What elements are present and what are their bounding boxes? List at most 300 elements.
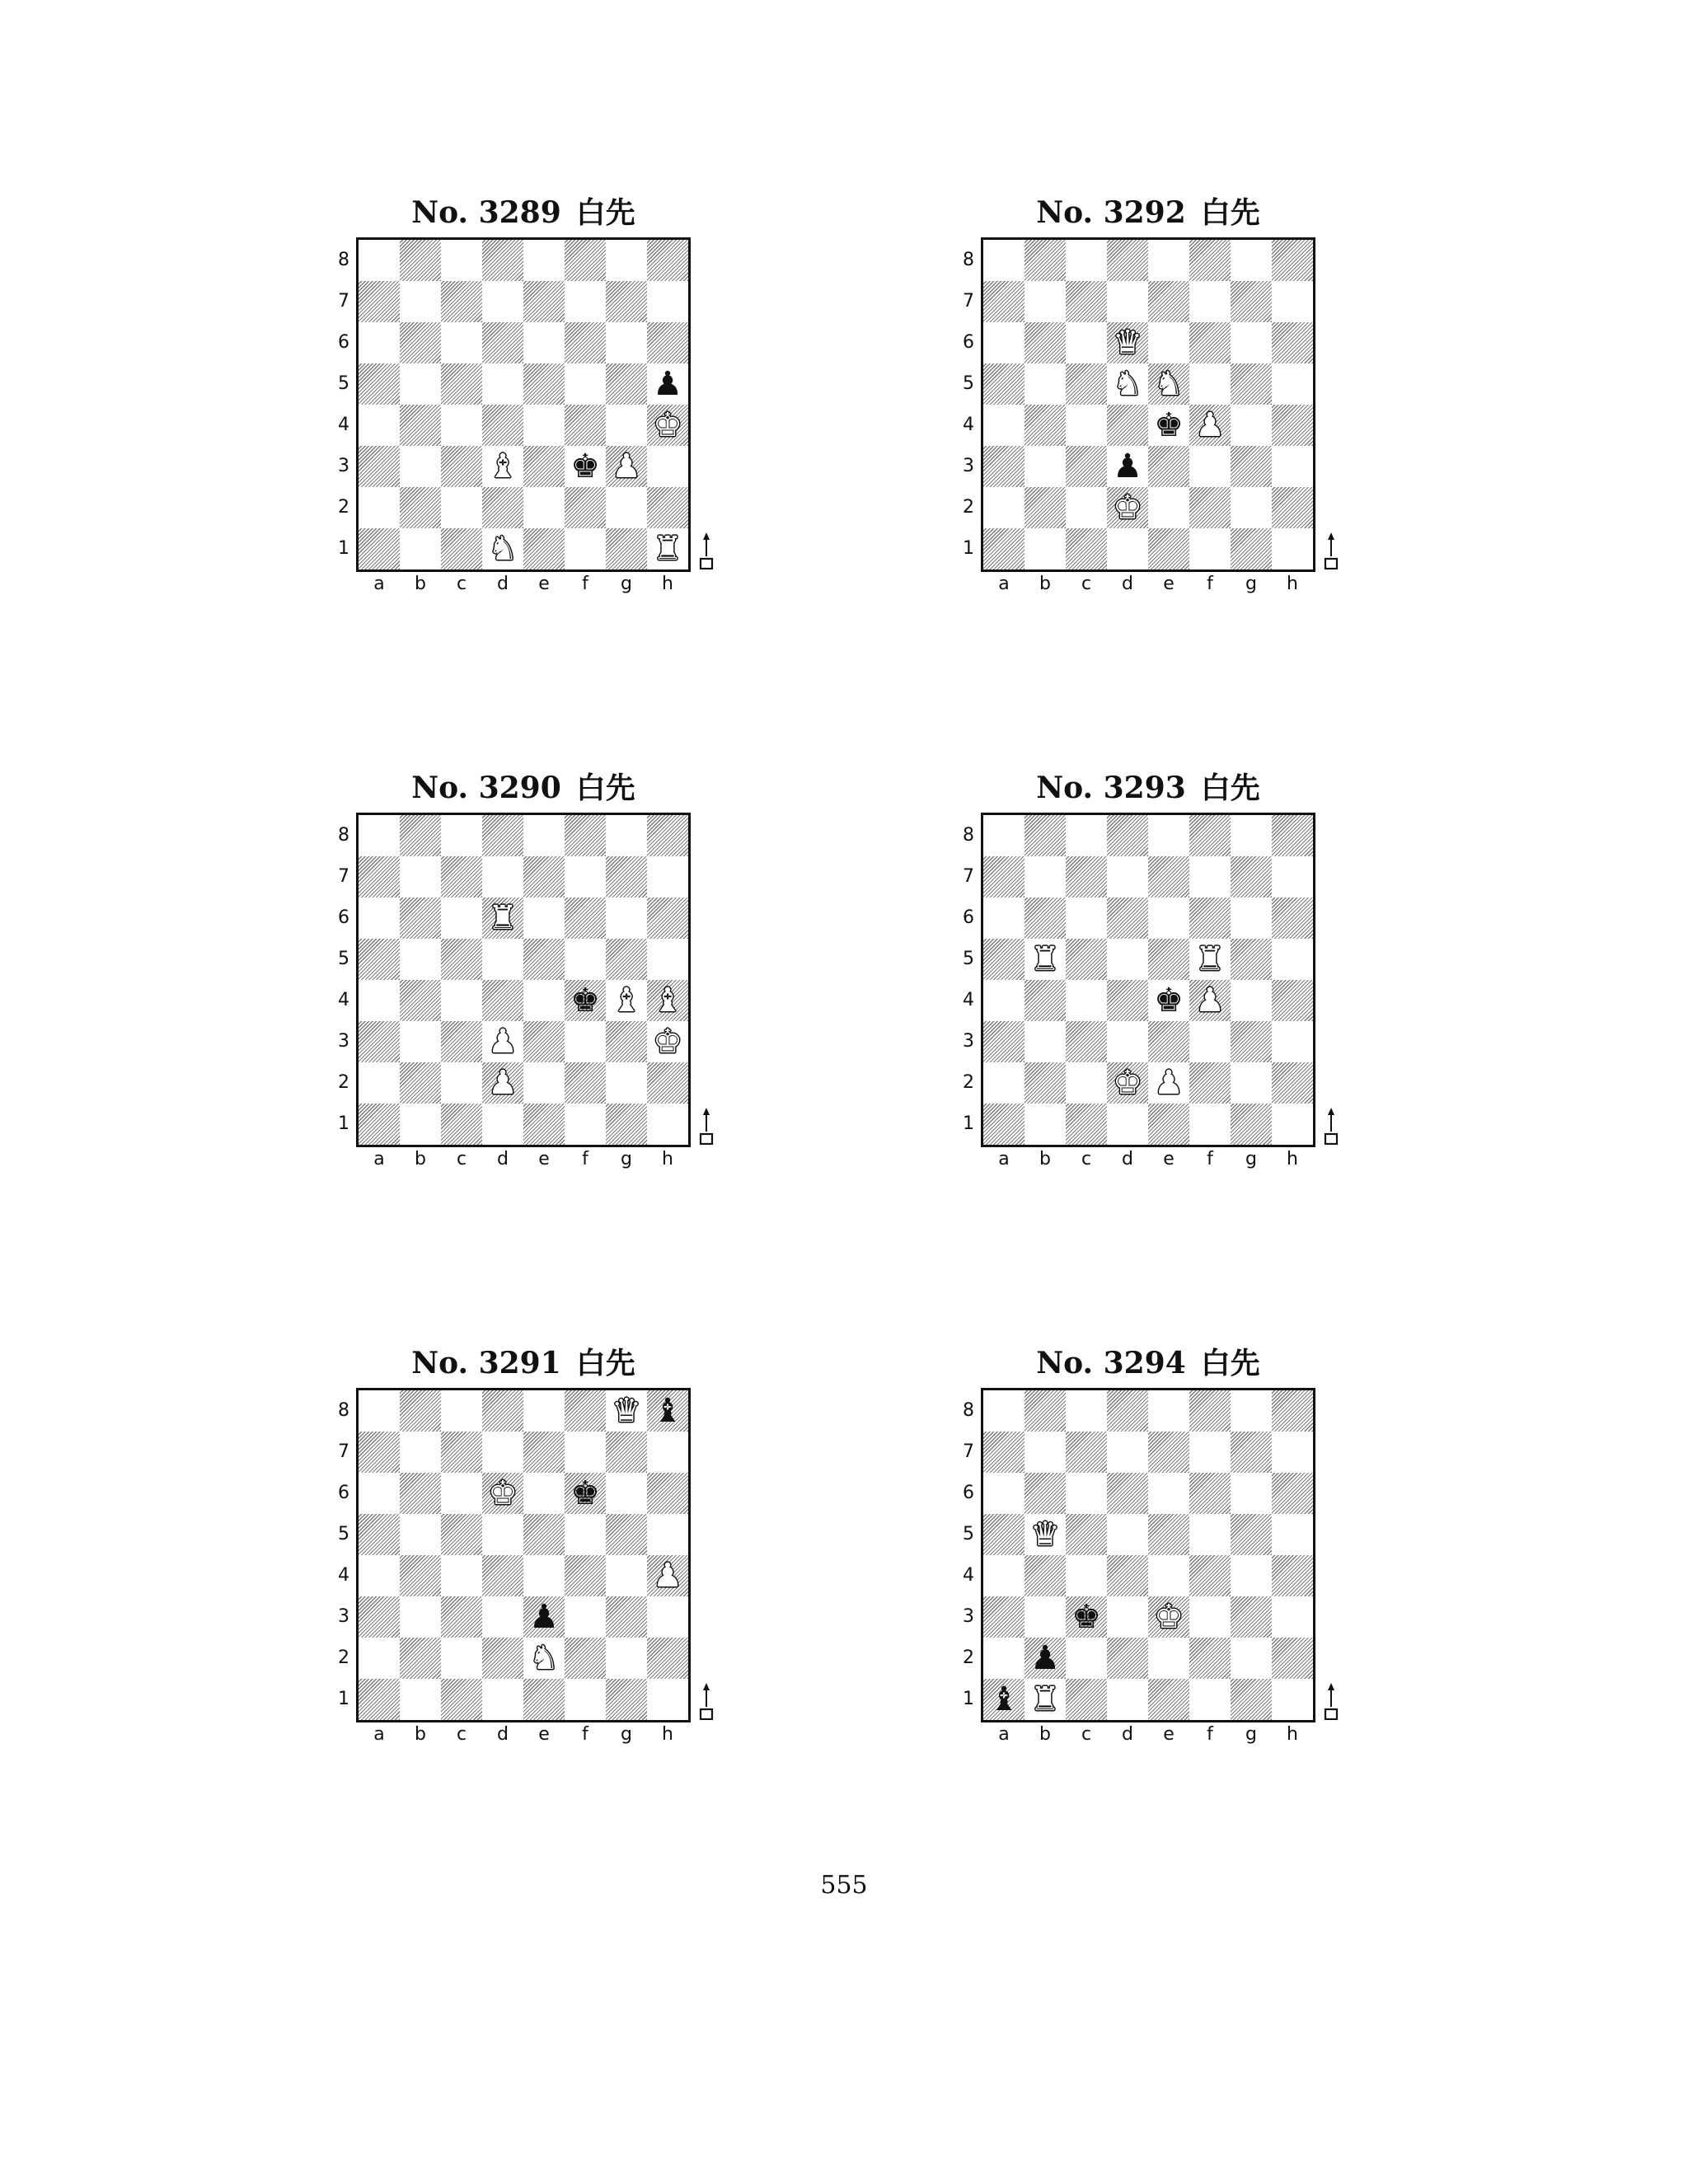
board-square-g4 (1231, 1555, 1272, 1596)
board-square-d4 (1107, 1555, 1148, 1596)
board-square-f1 (565, 1679, 606, 1720)
white-rook-icon: ♜ (1030, 1680, 1060, 1718)
board-square-b5 (1025, 363, 1066, 405)
board-square-a1 (359, 1679, 400, 1720)
black-bishop-icon: ♝ (653, 1392, 682, 1430)
board-square-f6 (1189, 1473, 1231, 1514)
white-rook-icon: ♜ (1195, 940, 1225, 978)
board-square-b6 (1025, 322, 1066, 363)
board-square-c1 (441, 1679, 482, 1720)
rank-label: 7 (963, 1441, 974, 1462)
puzzle-number: No. 3290 (411, 771, 561, 805)
board-square-b5 (400, 363, 441, 405)
white-to-move-icon (1323, 1682, 1339, 1723)
board-square-a6 (983, 322, 1025, 363)
board-square-b2 (1025, 487, 1066, 528)
white-pawn-icon: ♟ (653, 1557, 682, 1595)
board-square-g8 (1231, 240, 1272, 281)
file-label: e (538, 1724, 550, 1745)
board-square-f1 (1189, 1679, 1231, 1720)
file-label: d (497, 574, 509, 594)
file-label: a (998, 574, 1010, 594)
white-knight-icon: ♞ (488, 530, 518, 568)
black-pawn-icon: ♟ (653, 365, 682, 403)
file-label: g (621, 1149, 632, 1169)
board-square-e8 (1148, 1390, 1189, 1432)
board-square-c3 (441, 1021, 482, 1062)
board-square-a8 (359, 1390, 400, 1432)
board-square-e7 (1148, 1432, 1189, 1473)
board-square-b4 (400, 405, 441, 446)
puzzle-3290 (330, 765, 717, 1193)
puzzle-title (330, 190, 717, 237)
board-square-b1 (1025, 1104, 1066, 1145)
board-square-g6 (606, 898, 647, 939)
board-square-c6 (441, 322, 482, 363)
black-pawn-icon: ♟ (1113, 448, 1142, 485)
board-square-f8 (565, 240, 606, 281)
board-square-f2 (565, 1062, 606, 1104)
board-square-d5 (482, 939, 523, 980)
board-square-e3 (1148, 1021, 1189, 1062)
board-square-e8 (1148, 815, 1189, 856)
board-square-a5 (359, 939, 400, 980)
board-square-a6 (359, 322, 400, 363)
white-to-move-icon (698, 532, 715, 573)
rank-label: 7 (963, 291, 974, 312)
file-label: b (1039, 574, 1051, 594)
board-square-a4 (983, 1555, 1025, 1596)
board-square-c1 (441, 1104, 482, 1145)
puzzle-title (330, 1340, 717, 1387)
board-square-h1 (1272, 528, 1313, 569)
side-to-move-label: 白先 (575, 196, 635, 230)
rank-label: 8 (963, 250, 974, 270)
file-label: c (456, 1149, 467, 1169)
board-square-b8 (400, 1390, 441, 1432)
board-square-b7 (1025, 281, 1066, 322)
rank-label: 2 (963, 1072, 974, 1093)
board-square-d4 (482, 405, 523, 446)
board-square-g1 (606, 1679, 647, 1720)
board-square-a8 (983, 240, 1025, 281)
board-square-h4 (1272, 1555, 1313, 1596)
board-square-b7 (400, 1432, 441, 1473)
board-square-b2 (400, 1062, 441, 1104)
board-square-a4 (359, 1555, 400, 1596)
board-square-g6 (1231, 322, 1272, 363)
board-square-a3 (983, 446, 1025, 487)
board-square-d5 (1107, 1514, 1148, 1555)
board-square-b7 (1025, 856, 1066, 898)
file-label: c (456, 574, 467, 594)
white-king-icon: ♚ (1154, 1598, 1184, 1636)
board-square-f7 (565, 281, 606, 322)
board-square-h5 (1272, 939, 1313, 980)
board-square-a6 (983, 898, 1025, 939)
side-to-move-label: 白先 (1200, 1347, 1260, 1380)
rank-label: 5 (338, 1524, 349, 1544)
board-square-c4 (441, 405, 482, 446)
rank-label: 7 (963, 866, 974, 887)
board-square-c4 (1066, 405, 1107, 446)
white-queen-icon: ♛ (1030, 1516, 1060, 1554)
board-square-b3 (400, 446, 441, 487)
board-square-h1 (647, 1679, 688, 1720)
board-square-g2 (1231, 1638, 1272, 1679)
file-label: c (1081, 574, 1092, 594)
board-square-b3 (1025, 1021, 1066, 1062)
board-square-d8 (1107, 1390, 1148, 1432)
rank-label: 4 (963, 990, 974, 1010)
file-label: e (1163, 1724, 1175, 1745)
file-label: g (1245, 1724, 1257, 1745)
rank-label: 6 (338, 1483, 349, 1503)
board-square-e6 (1148, 898, 1189, 939)
board-square-c5 (1066, 939, 1107, 980)
puzzle-3289 (330, 190, 717, 618)
page-number: 555 (820, 1871, 868, 1900)
file-label: f (1207, 574, 1213, 594)
board-square-h7 (1272, 281, 1313, 322)
board-square-a8 (359, 240, 400, 281)
board-square-c8 (1066, 240, 1107, 281)
black-king-icon: ♚ (570, 982, 600, 1019)
puzzle-number: No. 3293 (1036, 771, 1186, 805)
board-square-h2 (647, 1062, 688, 1104)
rank-label: 7 (338, 866, 349, 887)
board-square-g1 (1231, 1679, 1272, 1720)
board-square-h2 (647, 487, 688, 528)
file-label: e (538, 1149, 550, 1169)
board-square-f2 (1189, 1638, 1231, 1679)
board-square-a3 (983, 1596, 1025, 1638)
board-square-h2 (1272, 1062, 1313, 1104)
rank-label: 4 (963, 415, 974, 435)
board-square-h7 (647, 1432, 688, 1473)
board-square-d4 (482, 980, 523, 1021)
board-square-b6 (1025, 898, 1066, 939)
board-square-g7 (606, 856, 647, 898)
board-square-a2 (359, 1638, 400, 1679)
board-square-d2 (482, 487, 523, 528)
board-square-d8 (1107, 815, 1148, 856)
board-square-g4 (1231, 405, 1272, 446)
board-square-e5 (523, 1514, 565, 1555)
board-square-g7 (1231, 1432, 1272, 1473)
board-square-b1 (400, 1679, 441, 1720)
board-square-g2 (1231, 1062, 1272, 1104)
rank-label: 4 (338, 1565, 349, 1586)
board-square-a5 (983, 363, 1025, 405)
board-square-c1 (1066, 528, 1107, 569)
board-square-b8 (1025, 815, 1066, 856)
board-square-h8 (1272, 1390, 1313, 1432)
board-square-c7 (1066, 281, 1107, 322)
board-square-h6 (1272, 898, 1313, 939)
board-square-h2 (647, 1638, 688, 1679)
board-square-e7 (1148, 281, 1189, 322)
board-square-d4 (1107, 980, 1148, 1021)
board-square-d6 (1107, 1473, 1148, 1514)
board-square-b2 (1025, 1062, 1066, 1104)
board-square-g1 (606, 528, 647, 569)
board-square-a3 (359, 446, 400, 487)
rank-label: 2 (963, 1647, 974, 1668)
board-square-d8 (482, 240, 523, 281)
board-square-c6 (441, 898, 482, 939)
board-square-d6 (1107, 898, 1148, 939)
board-square-d3 (1107, 1596, 1148, 1638)
board-square-c2 (1066, 1638, 1107, 1679)
file-label: b (1039, 1149, 1051, 1169)
board-square-b6 (400, 322, 441, 363)
white-rook-icon: ♜ (488, 899, 518, 937)
board-square-a4 (359, 405, 400, 446)
board-square-d8 (482, 815, 523, 856)
board-square-d5 (1107, 939, 1148, 980)
board-square-a6 (359, 1473, 400, 1514)
board-square-f4 (565, 405, 606, 446)
board-square-f1 (565, 528, 606, 569)
board-square-a7 (983, 281, 1025, 322)
rank-label: 6 (963, 1483, 974, 1503)
board-square-a7 (983, 856, 1025, 898)
rank-label: 1 (338, 538, 349, 559)
side-to-move-label: 白先 (1200, 196, 1260, 230)
board-square-e6 (523, 1473, 565, 1514)
board-square-e1 (1148, 1104, 1189, 1145)
board-square-a8 (983, 1390, 1025, 1432)
rank-label: 4 (963, 1565, 974, 1586)
board-square-b1 (400, 528, 441, 569)
board-square-c6 (1066, 322, 1107, 363)
board-square-c3 (1066, 1021, 1107, 1062)
white-king-icon: ♚ (653, 1023, 682, 1061)
side-to-move-label: 白先 (575, 1347, 635, 1380)
board-square-d1 (1107, 1679, 1148, 1720)
board-square-b6 (1025, 1473, 1066, 1514)
rank-label: 3 (338, 456, 349, 476)
side-to-move-label: 白先 (575, 771, 635, 805)
board-square-g8 (606, 815, 647, 856)
board-square-h6 (647, 1473, 688, 1514)
black-pawn-icon: ♟ (1030, 1639, 1060, 1677)
board-square-a7 (359, 281, 400, 322)
board-square-f6 (565, 898, 606, 939)
black-king-icon: ♚ (570, 448, 600, 485)
puzzle-title (954, 765, 1342, 812)
file-label: h (662, 574, 673, 594)
board-square-f7 (565, 856, 606, 898)
board-square-b4 (400, 980, 441, 1021)
board-square-d4 (482, 1555, 523, 1596)
board-square-a5 (359, 363, 400, 405)
board-square-b4 (400, 1555, 441, 1596)
board-square-g1 (1231, 1104, 1272, 1145)
board-square-c1 (441, 528, 482, 569)
board-square-e6 (523, 322, 565, 363)
board-square-c3 (441, 446, 482, 487)
board-square-h3 (1272, 1596, 1313, 1638)
board-square-c4 (1066, 980, 1107, 1021)
board-square-c7 (441, 281, 482, 322)
black-king-icon: ♚ (1154, 406, 1184, 444)
file-label: f (582, 1149, 588, 1169)
board-square-b6 (400, 898, 441, 939)
board-square-d1 (1107, 1104, 1148, 1145)
rank-label: 6 (963, 332, 974, 353)
board-square-c7 (441, 1432, 482, 1473)
white-pawn-icon: ♟ (488, 1064, 518, 1102)
white-knight-icon: ♞ (1113, 365, 1142, 403)
board-square-e1 (523, 1104, 565, 1145)
file-label: a (373, 1724, 385, 1745)
board-square-b7 (400, 856, 441, 898)
board-square-b2 (400, 487, 441, 528)
board-square-f6 (1189, 898, 1231, 939)
board-square-f2 (565, 487, 606, 528)
board-square-g3 (1231, 1596, 1272, 1638)
board-square-c7 (1066, 856, 1107, 898)
rank-label: 5 (338, 373, 349, 394)
board-square-h4 (1272, 405, 1313, 446)
board-square-h8 (1272, 240, 1313, 281)
puzzle-number: No. 3292 (1036, 195, 1186, 230)
board-square-f3 (1189, 446, 1231, 487)
board-square-f3 (565, 1021, 606, 1062)
board-square-e8 (523, 240, 565, 281)
chess-board (356, 237, 691, 572)
board-square-f1 (1189, 1104, 1231, 1145)
white-king-icon: ♚ (1113, 1064, 1142, 1102)
board-square-c5 (1066, 1514, 1107, 1555)
rank-label: 6 (338, 907, 349, 928)
file-label: b (415, 1724, 426, 1745)
rank-label: 8 (338, 250, 349, 270)
rank-label: 3 (338, 1031, 349, 1052)
rank-label: 2 (338, 497, 349, 518)
puzzle-title (954, 190, 1342, 237)
board-square-g5 (606, 363, 647, 405)
board-square-d7 (482, 1432, 523, 1473)
board-square-c1 (1066, 1104, 1107, 1145)
board-square-h1 (647, 1104, 688, 1145)
white-to-move-icon (698, 1682, 715, 1723)
board-square-e3 (523, 446, 565, 487)
board-square-g5 (1231, 363, 1272, 405)
chess-board (981, 813, 1315, 1147)
board-square-h3 (1272, 446, 1313, 487)
board-square-a1 (359, 528, 400, 569)
board-square-c2 (1066, 1062, 1107, 1104)
board-square-e1 (523, 528, 565, 569)
file-label: b (415, 1149, 426, 1169)
white-king-icon: ♚ (1113, 489, 1142, 527)
board-square-h3 (647, 446, 688, 487)
white-pawn-icon: ♟ (1154, 1064, 1184, 1102)
board-square-g8 (606, 240, 647, 281)
rank-label: 2 (338, 1647, 349, 1668)
board-square-g6 (606, 322, 647, 363)
board-square-e2 (523, 1062, 565, 1104)
white-to-move-icon (1323, 1107, 1339, 1148)
board-square-e6 (523, 898, 565, 939)
board-square-b3 (1025, 446, 1066, 487)
board-square-f8 (1189, 815, 1231, 856)
board-square-g6 (1231, 898, 1272, 939)
file-label: h (1287, 1724, 1298, 1745)
board-square-d1 (1107, 528, 1148, 569)
file-label: a (373, 1149, 385, 1169)
board-square-f6 (565, 322, 606, 363)
board-square-g3 (606, 1021, 647, 1062)
board-square-e6 (1148, 1473, 1189, 1514)
board-square-g8 (1231, 815, 1272, 856)
board-square-c2 (441, 1062, 482, 1104)
file-label: g (621, 1724, 632, 1745)
rank-label: 3 (338, 1606, 349, 1627)
board-square-b8 (1025, 240, 1066, 281)
rank-label: 8 (963, 825, 974, 846)
board-square-e6 (1148, 322, 1189, 363)
board-square-f1 (565, 1104, 606, 1145)
board-square-g7 (1231, 856, 1272, 898)
board-square-f8 (1189, 1390, 1231, 1432)
file-label: e (1163, 574, 1175, 594)
rank-label: 8 (963, 1400, 974, 1421)
board-square-f1 (1189, 528, 1231, 569)
file-label: d (497, 1149, 509, 1169)
board-square-c3 (1066, 446, 1107, 487)
board-square-c6 (1066, 1473, 1107, 1514)
board-square-b8 (1025, 1390, 1066, 1432)
board-square-f6 (1189, 322, 1231, 363)
board-square-a3 (359, 1021, 400, 1062)
board-square-a2 (359, 1062, 400, 1104)
black-king-icon: ♚ (1071, 1598, 1101, 1636)
black-king-icon: ♚ (570, 1474, 600, 1512)
board-square-b1 (1025, 528, 1066, 569)
board-square-e5 (523, 363, 565, 405)
black-king-icon: ♚ (1154, 982, 1184, 1019)
puzzle-number: No. 3291 (411, 1346, 561, 1380)
board-square-e2 (1148, 1638, 1189, 1679)
file-label: b (415, 574, 426, 594)
board-square-h2 (1272, 487, 1313, 528)
board-square-d3 (482, 1596, 523, 1638)
board-square-c5 (1066, 363, 1107, 405)
board-square-h7 (647, 281, 688, 322)
file-label: f (1207, 1149, 1213, 1169)
white-to-move-icon (698, 1107, 715, 1148)
file-label: a (998, 1724, 1010, 1745)
board-square-d6 (482, 322, 523, 363)
board-square-g4 (606, 1555, 647, 1596)
board-square-h5 (1272, 363, 1313, 405)
board-square-c5 (441, 1514, 482, 1555)
board-square-c2 (441, 1638, 482, 1679)
board-square-b4 (1025, 405, 1066, 446)
board-square-d1 (482, 1104, 523, 1145)
board-square-f5 (565, 363, 606, 405)
board-square-h3 (647, 1596, 688, 1638)
rank-label: 5 (963, 373, 974, 394)
board-square-b8 (400, 240, 441, 281)
board-square-a1 (983, 1104, 1025, 1145)
board-square-g3 (1231, 446, 1272, 487)
board-square-d2 (1107, 1638, 1148, 1679)
